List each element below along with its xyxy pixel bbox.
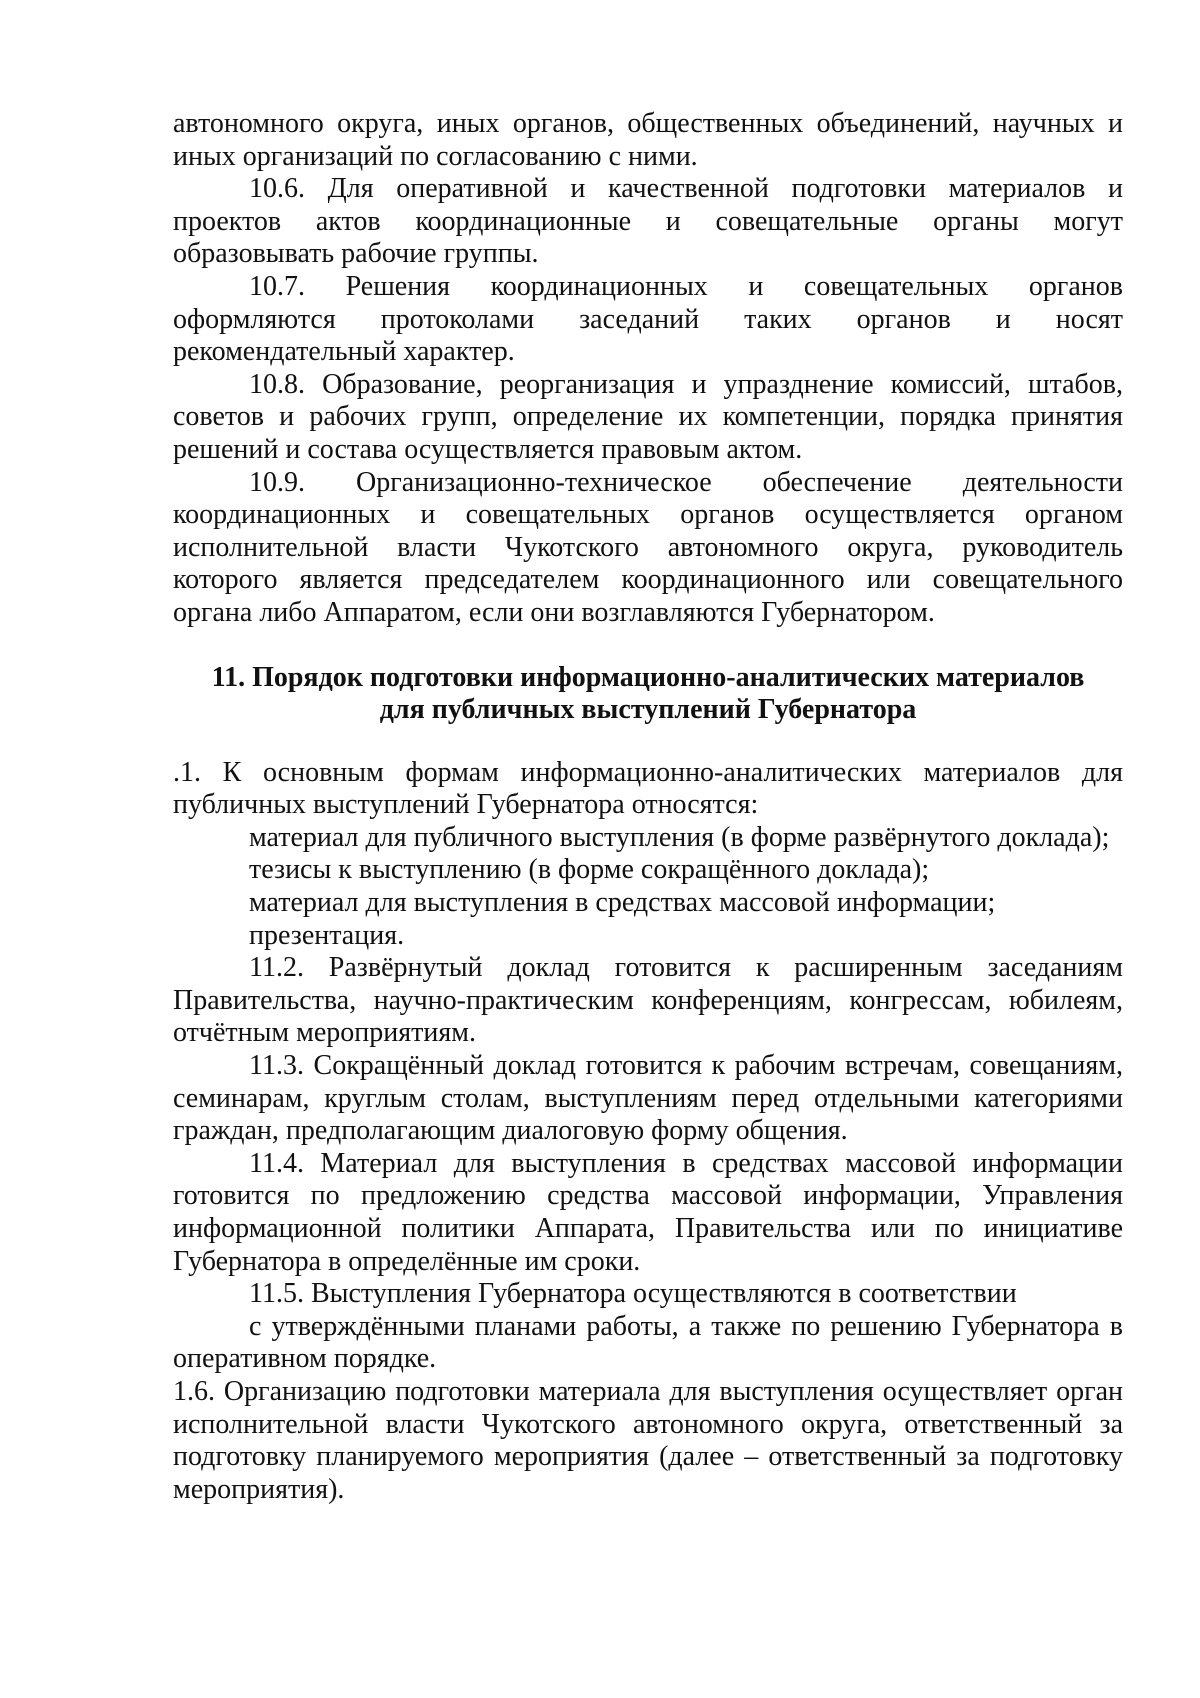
paragraph-11-4: 11.4. Материал для выступления в средствах массовой информации готовится по предложению средства массовой информации, Управления информационной политики Аппарата, Правительства или по инициативе Губернатора в определённые им сроки. xyxy=(173,1147,1123,1277)
section-11-heading xyxy=(173,662,1123,727)
paragraph-11-6: 1.6. Организацию подготовки материала для выступления осуществляет орган исполнительной власти Чукотского автономного округа, ответственный за подготовку планируемого мероприятия (далее – ответственный за подготовку мероприятия). xyxy=(173,1375,1123,1505)
section-11-heading-line1: 11. Порядок подготовки информационно-аналитических материалов xyxy=(211,661,1085,693)
list-item-form-4: презентация. xyxy=(249,919,405,951)
paragraph-11-1: .1. К основным формам информационно-аналитических материалов для публичных выступлений Губернатора относятся: xyxy=(173,756,1123,821)
paragraph-10-9: 10.9. Организационно-техническое обеспечение деятельности координационных и совещательных органов осуществляется органом исполнительной власти Чукотского автономного округа, руководитель которого является председателем координационного или совещательного органа либо Аппаратом, если они возглавляются Губернатором. xyxy=(173,466,1123,628)
paragraph-10-7: 10.7. Решения координационных и совещательных органов оформляются протоколами заседаний таких органов и носят рекомендательный характер. xyxy=(173,270,1123,368)
paragraph-11-2: 11.2. Развёрнутый доклад готовится к расширенным заседаниям Правительства, научно-практическим конференциям, конгрессам, юбилеям, отчётным мероприятиям. xyxy=(173,952,1123,1049)
paragraph-10-5-tail: автономного округа, иных органов, общественных объединений, научных и иных организаций по согласованию с ними. xyxy=(173,108,1123,172)
paragraph-10-6: 10.6. Для оперативной и качественной подготовки материалов и проектов актов координационные и совещательные органы могут образовывать рабочие группы. xyxy=(173,173,1123,270)
list-item-form-2: тезисы к выступлению (в форме сокращённого доклада); xyxy=(249,854,930,886)
document-page xyxy=(173,108,1123,1506)
list-item-form-3: материал для выступления в средствах массовой информации; xyxy=(249,887,996,919)
paragraph-11-5-rest: с утверждёнными планами работы, а также по решению Губернатора в оперативном порядке. xyxy=(173,1310,1123,1375)
paragraph-11-5-line1: 11.5. Выступления Губернатора осуществляются в соответствии xyxy=(249,1278,1017,1310)
paragraph-10-8: 10.8. Образование, реорганизация и упразднение комиссий, штабов, советов и рабочих групп, определение их компетенции, порядка принятия решений и состава осуществляется правовым актом. xyxy=(173,368,1123,465)
paragraph-11-3: 11.3. Сокращённый доклад готовится к рабочим встречам, совещаниям, семинарам, круглым столам, выступлениям перед отдельными категориями граждан, предполагающим диалоговую форму общения. xyxy=(173,1050,1123,1147)
section-11-heading-line2: для публичных выступлений Губернатора xyxy=(379,694,917,726)
list-item-form-1: материал для публичного выступления (в форме развёрнутого доклада); xyxy=(249,821,1110,853)
